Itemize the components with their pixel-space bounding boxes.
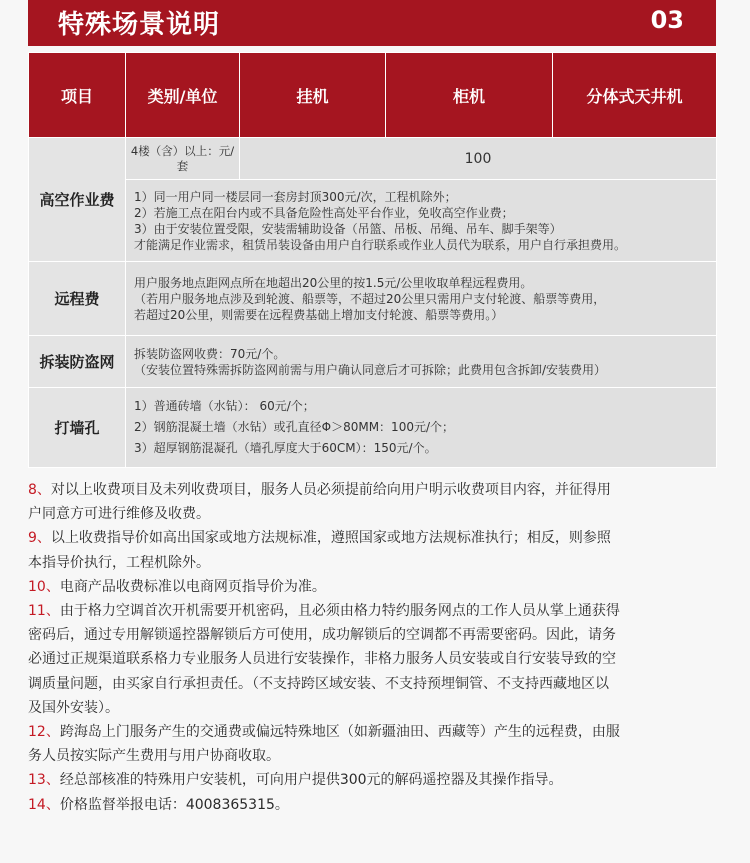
- note-text: 价格监督举报电话：4008365315。: [59, 796, 289, 813]
- notes-list: [28, 478, 708, 817]
- note-text: 跨海岛上门服务产生的交通费或偏远特殊地区（如新疆油田、西藏等）产生的远程费，由服: [59, 724, 620, 741]
- table-row: [29, 262, 717, 336]
- note-text: 必通过正规渠道联系格力专业服务人员进行安装操作，非格力服务人员安装或自行安装导致的空: [28, 651, 616, 668]
- note-text: 经总部核准的特殊用户安装机，可向用户提供300元的解码遥控器及其操作指导。: [59, 772, 563, 789]
- table-row: [29, 180, 717, 262]
- note-item: [28, 768, 708, 792]
- description-line: 若超过20公里，则需要在远程费基础上增加支付轮渡、船票等费用。）: [134, 307, 504, 322]
- row-label: 远程费: [29, 262, 126, 336]
- note-item: [28, 793, 708, 817]
- note-text: 本指导价执行，工程机除外。: [28, 554, 210, 571]
- note-line: 3）由于安装位置受限，安装需辅助设备（吊篮、吊板、吊绳、吊车、脚手架等）: [134, 221, 562, 236]
- note-item: [28, 575, 708, 599]
- note-line: 才能满足作业需求，租赁吊装设备由用户自行联系或作业人员代为联系，用户自行承担费用。: [134, 237, 627, 252]
- note-number: 8、: [28, 482, 51, 498]
- page-number: 03: [650, 6, 684, 34]
- note-text: 务人员按实际产生费用与用户协商收取。: [28, 748, 280, 765]
- note-text: 及国外安装）。: [28, 699, 119, 716]
- note-item: [28, 599, 708, 720]
- row-label: 高空作业费: [29, 138, 126, 262]
- description-line: （安装位置特殊需拆防盗网前需与用户确认同意后才可拆除；此费用包含拆卸/安装费用）: [134, 362, 607, 377]
- description-cell: [126, 336, 717, 388]
- column-header: 柜机: [386, 53, 553, 138]
- row-label: 拆装防盗网: [29, 336, 126, 388]
- note-number: 10、: [28, 578, 60, 595]
- column-header: 分体式天井机: [553, 53, 717, 138]
- table-header-row: [29, 53, 717, 138]
- note-number: 9、: [28, 530, 51, 547]
- title-bar: [28, 0, 716, 46]
- description-line: 1）普通砖墙（水钻）： 60元/个；: [134, 399, 315, 413]
- note-number: 12、: [28, 724, 60, 741]
- note-item: [28, 526, 708, 574]
- notes-cell: [126, 180, 717, 262]
- fee-table: [28, 52, 717, 468]
- page-title: 特殊场景说明: [58, 10, 221, 40]
- column-header: 挂机: [240, 53, 386, 138]
- note-text: 电商产品收费标准以电商网页指导价为准。: [59, 578, 326, 595]
- table-row: [29, 138, 717, 180]
- description-cell: [126, 262, 717, 336]
- table-row: [29, 336, 717, 388]
- note-text: 由于格力空调首次开机需要开机密码，且必须由格力特约服务网点的工作人员从掌上通获得: [59, 603, 620, 620]
- note-line: 1）同一用户同一楼层同一套房封顶300元/次，工程机除外；: [134, 189, 457, 204]
- row-label: 打墙孔: [29, 388, 126, 468]
- note-item: [28, 478, 708, 526]
- price-cell: 100: [240, 138, 717, 180]
- table-row: [29, 388, 717, 468]
- description-line: 拆装防盗网收费：70元/个。: [134, 346, 286, 361]
- note-text: 以上收费指导价如高出国家或地方法规标准，遵照国家或地方法规标准执行；相反，则参照: [50, 530, 611, 547]
- note-text: 对以上收费项目及未列收费项目，服务人员必须提前给向用户明示收费项目内容，并征得用: [50, 482, 611, 498]
- note-item: [28, 720, 708, 768]
- unit-cell: 4楼（含）以上：元/套: [126, 138, 240, 180]
- description-line: 2）钢筋混凝土墙（水钻）或孔直径Φ＞80MM：100元/个；: [134, 420, 455, 434]
- note-line: 2）若施工点在阳台内或不具备危险性高处平台作业，免收高空作业费；: [134, 205, 514, 220]
- description-line: 用户服务地点距网点所在地超出20公里的按1.5元/公里收取单程远程费用。: [134, 275, 533, 290]
- description-cell: [126, 388, 717, 468]
- note-text: 户同意方可进行维修及收费。: [28, 506, 210, 523]
- note-text: 调质量问题，由买家自行承担责任。（不支持跨区域安装、不支持预埋铜管、不支持西藏地区以: [28, 675, 609, 692]
- column-header: 类别/单位: [126, 53, 240, 138]
- note-number: 11、: [28, 603, 60, 620]
- description-line: （若用户服务地点涉及到轮渡、船票等，不超过20公里只需用户支付轮渡、船票等费用，: [134, 291, 606, 306]
- note-text: 密码后，通过专用解锁遥控器解锁后方可使用，成功解锁后的空调都不再需要密码。因此，请务: [28, 627, 616, 644]
- description-line: 3）超厚钢筋混凝孔（墙孔厚度大于60CM）：150元/个。: [134, 441, 437, 455]
- note-number: 13、: [28, 772, 60, 789]
- column-header: 项目: [29, 53, 126, 138]
- note-number: 14、: [28, 796, 60, 813]
